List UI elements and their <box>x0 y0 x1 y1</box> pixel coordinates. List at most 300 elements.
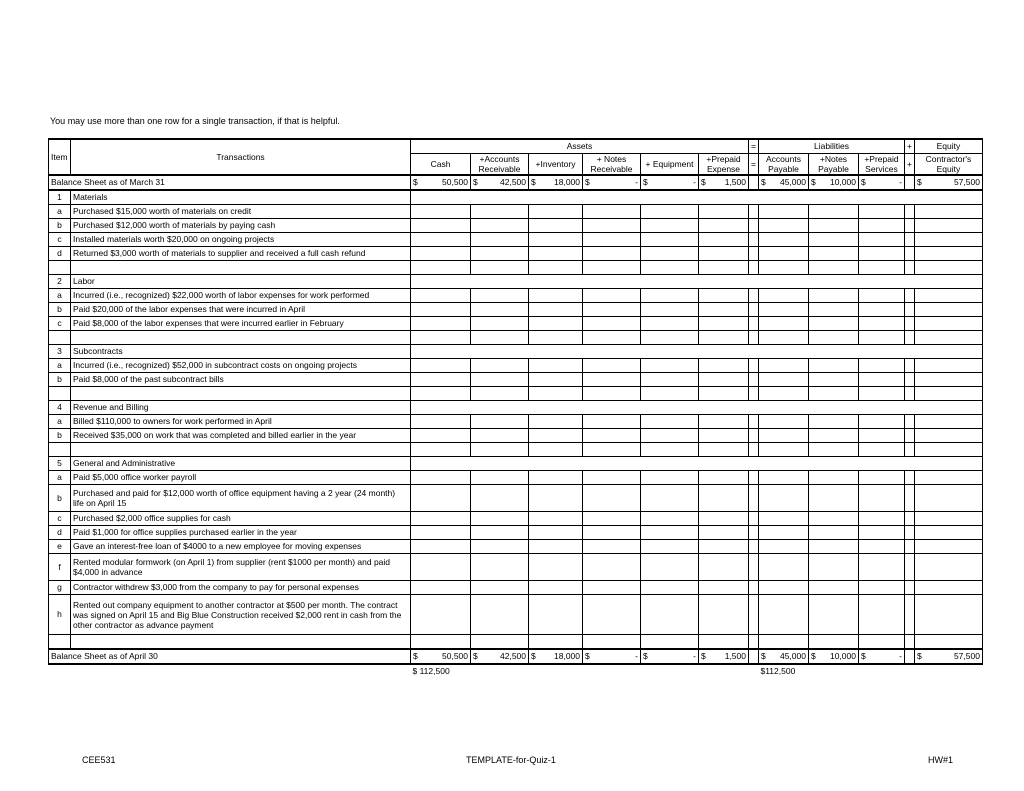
entry-cell[interactable] <box>583 443 641 457</box>
entry-cell[interactable] <box>699 471 749 485</box>
entry-cell[interactable] <box>641 471 699 485</box>
transaction-text: Subcontracts <box>71 345 411 359</box>
entry-cell[interactable] <box>529 331 583 345</box>
entry-cell[interactable] <box>529 415 583 429</box>
entry-cell <box>749 359 759 373</box>
entry-cell[interactable] <box>758 512 808 526</box>
entry-cell[interactable] <box>411 526 471 540</box>
entry-cell[interactable] <box>914 540 982 554</box>
item-label: a <box>49 415 71 429</box>
transaction-row <box>49 233 983 247</box>
entry-cell[interactable] <box>758 247 808 261</box>
entry-cell[interactable] <box>808 317 858 331</box>
entry-cell <box>749 247 759 261</box>
april-cash <box>411 649 471 664</box>
entry-cell[interactable] <box>758 303 808 317</box>
entry-cell[interactable] <box>641 526 699 540</box>
entry-cell[interactable] <box>699 387 749 401</box>
notes-payable-header: +Notes Payable <box>808 154 858 176</box>
entry-cell[interactable] <box>808 635 858 650</box>
entry-cell[interactable] <box>808 415 858 429</box>
entry-cell[interactable] <box>641 595 699 635</box>
entry-cell[interactable] <box>808 471 858 485</box>
entry-cell[interactable] <box>858 289 904 303</box>
entry-cell[interactable] <box>808 443 858 457</box>
entry-cell[interactable] <box>411 471 471 485</box>
april-equip <box>641 649 699 664</box>
entry-cell[interactable] <box>641 289 699 303</box>
entry-cell[interactable] <box>808 387 858 401</box>
entry-cell[interactable] <box>858 261 904 275</box>
entry-cell[interactable] <box>858 247 904 261</box>
section-row <box>49 345 983 359</box>
entry-cell[interactable] <box>471 317 529 331</box>
entry-cell[interactable] <box>808 303 858 317</box>
entry-cell[interactable] <box>858 554 904 581</box>
entry-cell[interactable] <box>758 443 808 457</box>
entry-cell[interactable] <box>699 540 749 554</box>
prepaid-expense-header: +Prepaid Expense <box>699 154 749 176</box>
entry-cell[interactable] <box>758 415 808 429</box>
entry-cell[interactable] <box>411 554 471 581</box>
entry-cell[interactable] <box>808 526 858 540</box>
entry-cell[interactable] <box>411 303 471 317</box>
entry-cell[interactable] <box>914 471 982 485</box>
entry-cell[interactable] <box>808 554 858 581</box>
entry-cell[interactable] <box>699 233 749 247</box>
entry-cell[interactable] <box>858 429 904 443</box>
entry-cell[interactable] <box>914 554 982 581</box>
entry-cell[interactable] <box>583 359 641 373</box>
entry-cell[interactable] <box>699 247 749 261</box>
entry-cell[interactable] <box>641 359 699 373</box>
entry-cell[interactable] <box>471 359 529 373</box>
entry-cell <box>904 233 914 247</box>
entry-cell[interactable] <box>583 373 641 387</box>
april-equity <box>914 649 982 664</box>
entry-cell[interactable] <box>471 261 529 275</box>
entry-cell[interactable] <box>808 595 858 635</box>
entry-cell[interactable] <box>411 540 471 554</box>
item-label <box>49 331 71 345</box>
entry-cell[interactable] <box>758 471 808 485</box>
entry-cell[interactable] <box>758 317 808 331</box>
entry-cell[interactable] <box>914 485 982 512</box>
entry-cell[interactable] <box>808 512 858 526</box>
entry-cell[interactable] <box>529 387 583 401</box>
entry-cell[interactable] <box>699 331 749 345</box>
entry-cell[interactable] <box>858 581 904 595</box>
march-notes-currency: $ <box>585 177 590 187</box>
transaction-row <box>49 373 983 387</box>
entry-cell[interactable] <box>529 443 583 457</box>
entry-cell[interactable] <box>411 233 471 247</box>
item-label: c <box>49 512 71 526</box>
entry-cell[interactable] <box>699 359 749 373</box>
entry-cell[interactable] <box>641 205 699 219</box>
entry-cell[interactable] <box>758 526 808 540</box>
entry-cell[interactable] <box>529 373 583 387</box>
entry-cell[interactable] <box>758 219 808 233</box>
entry-cell[interactable] <box>411 429 471 443</box>
entry-cell[interactable] <box>583 247 641 261</box>
equity-header: Equity <box>914 139 982 154</box>
entry-cell[interactable] <box>808 485 858 512</box>
entry-cell[interactable] <box>641 317 699 331</box>
entry-cell[interactable] <box>699 554 749 581</box>
entry-cell[interactable] <box>529 526 583 540</box>
entry-cell[interactable] <box>529 554 583 581</box>
entry-cell[interactable] <box>858 635 904 650</box>
april-balance-label: Balance Sheet as of April 30 <box>49 649 411 664</box>
entry-cell[interactable] <box>529 317 583 331</box>
entry-cell[interactable] <box>529 581 583 595</box>
entry-cell[interactable] <box>914 443 982 457</box>
entry-cell[interactable] <box>858 373 904 387</box>
entry-cell[interactable] <box>858 359 904 373</box>
entry-cell[interactable] <box>858 205 904 219</box>
entry-cell[interactable] <box>411 219 471 233</box>
entry-cell[interactable] <box>471 540 529 554</box>
entry-cell[interactable] <box>641 261 699 275</box>
entry-cell[interactable] <box>583 317 641 331</box>
entry-cell[interactable] <box>858 233 904 247</box>
entry-cell <box>749 303 759 317</box>
item-label <box>49 635 71 650</box>
entry-cell <box>904 415 914 429</box>
entry-cell[interactable] <box>699 303 749 317</box>
entry-cell[interactable] <box>411 317 471 331</box>
entry-cell[interactable] <box>411 205 471 219</box>
entry-cell[interactable] <box>583 233 641 247</box>
entry-cell[interactable] <box>529 429 583 443</box>
entry-cell[interactable] <box>471 289 529 303</box>
entry-cell[interactable] <box>411 247 471 261</box>
entry-cell[interactable] <box>699 415 749 429</box>
accounts-receivable-header: +Accounts Receivable <box>471 154 529 176</box>
april-cash-currency: $ <box>413 651 418 661</box>
entry-cell[interactable] <box>858 303 904 317</box>
entry-cell[interactable] <box>583 471 641 485</box>
entry-cell[interactable] <box>411 415 471 429</box>
entry-cell[interactable] <box>583 219 641 233</box>
entry-cell[interactable] <box>583 595 641 635</box>
totals-gap <box>529 664 759 678</box>
entry-cell[interactable] <box>758 554 808 581</box>
entry-cell[interactable] <box>699 289 749 303</box>
footer-hw: HW#1 <box>928 755 954 765</box>
entry-cell[interactable] <box>411 595 471 635</box>
entry-cell[interactable] <box>914 415 982 429</box>
entry-cell[interactable] <box>641 247 699 261</box>
april-ps <box>858 649 904 664</box>
entry-cell[interactable] <box>914 205 982 219</box>
entry-cell[interactable] <box>411 443 471 457</box>
entry-cell[interactable] <box>699 485 749 512</box>
entry-cell[interactable] <box>641 373 699 387</box>
entry-cell[interactable] <box>471 205 529 219</box>
entry-cell[interactable] <box>914 373 982 387</box>
entry-cell[interactable] <box>471 331 529 345</box>
entry-cell[interactable] <box>641 581 699 595</box>
entry-cell[interactable] <box>411 289 471 303</box>
entry-cell[interactable] <box>583 512 641 526</box>
entry-cell[interactable] <box>471 247 529 261</box>
entry-cell[interactable] <box>411 359 471 373</box>
entry-cell[interactable] <box>858 595 904 635</box>
entry-cell[interactable] <box>808 581 858 595</box>
entry-cell[interactable] <box>808 540 858 554</box>
entry-cell[interactable] <box>914 247 982 261</box>
entry-cell[interactable] <box>808 233 858 247</box>
entry-cell[interactable] <box>699 373 749 387</box>
entry-cell[interactable] <box>411 331 471 345</box>
entry-cell[interactable] <box>858 526 904 540</box>
march-inv-value: 18,000 <box>554 177 580 187</box>
entry-cell[interactable] <box>471 471 529 485</box>
entry-cell[interactable] <box>858 415 904 429</box>
entry-cell[interactable] <box>758 485 808 512</box>
entry-cell[interactable] <box>529 205 583 219</box>
april-inv <box>529 649 583 664</box>
entry-cell[interactable] <box>808 247 858 261</box>
entry-cell[interactable] <box>471 581 529 595</box>
entry-cell[interactable] <box>583 554 641 581</box>
transaction-text: General and Administrative <box>71 457 411 471</box>
entry-cell[interactable] <box>914 317 982 331</box>
entry-cell[interactable] <box>914 289 982 303</box>
entry-cell[interactable] <box>583 289 641 303</box>
entry-cell[interactable] <box>471 595 529 635</box>
entry-cell[interactable] <box>914 331 982 345</box>
entry-cell[interactable] <box>758 359 808 373</box>
entry-cell[interactable] <box>641 233 699 247</box>
entry-cell[interactable] <box>699 219 749 233</box>
entry-cell[interactable] <box>471 219 529 233</box>
entry-cell[interactable] <box>529 485 583 512</box>
entry-cell <box>749 261 759 275</box>
entry-cell[interactable] <box>583 415 641 429</box>
entry-cell[interactable] <box>808 205 858 219</box>
entry-cell[interactable] <box>858 512 904 526</box>
entry-cell <box>904 443 914 457</box>
entry-cell[interactable] <box>641 485 699 512</box>
entry-cell[interactable] <box>914 387 982 401</box>
entry-cell[interactable] <box>471 303 529 317</box>
entry-cell[interactable] <box>914 595 982 635</box>
transaction-text: Paid $8,000 of the labor expenses that were incurred earlier in February <box>71 317 411 331</box>
entry-cell[interactable] <box>758 233 808 247</box>
entry-cell[interactable] <box>808 261 858 275</box>
entry-cell[interactable] <box>529 359 583 373</box>
totals-row <box>49 664 983 678</box>
entry-cell[interactable] <box>808 373 858 387</box>
entry-cell[interactable] <box>583 526 641 540</box>
entry-cell[interactable] <box>808 219 858 233</box>
entry-cell[interactable] <box>914 635 982 650</box>
entry-cell[interactable] <box>699 443 749 457</box>
transaction-row <box>49 540 983 554</box>
transaction-row <box>49 581 983 595</box>
entry-cell[interactable] <box>529 219 583 233</box>
entry-cell[interactable] <box>529 233 583 247</box>
section-spacer <box>411 190 983 205</box>
entry-cell[interactable] <box>529 595 583 635</box>
entry-cell[interactable] <box>583 485 641 512</box>
entry-cell[interactable] <box>699 526 749 540</box>
entry-cell[interactable] <box>641 512 699 526</box>
entry-cell[interactable] <box>411 261 471 275</box>
entry-cell[interactable] <box>641 554 699 581</box>
entry-cell[interactable] <box>858 471 904 485</box>
entry-cell[interactable] <box>471 512 529 526</box>
entry-cell[interactable] <box>758 331 808 345</box>
entry-cell[interactable] <box>471 554 529 581</box>
entry-cell[interactable] <box>471 415 529 429</box>
entry-cell[interactable] <box>758 205 808 219</box>
entry-cell[interactable] <box>699 581 749 595</box>
transaction-row <box>49 512 983 526</box>
entry-cell[interactable] <box>758 429 808 443</box>
transaction-text: Purchased $2,000 office supplies for cash <box>71 512 411 526</box>
entry-cell[interactable] <box>471 233 529 247</box>
april-notes <box>583 649 641 664</box>
entry-cell[interactable] <box>471 429 529 443</box>
entry-cell[interactable] <box>471 526 529 540</box>
entry-cell[interactable] <box>858 219 904 233</box>
entry-cell <box>904 261 914 275</box>
entry-cell[interactable] <box>411 373 471 387</box>
transaction-text: Contractor withdrew $3,000 from the company to pay for personal expenses <box>71 581 411 595</box>
entry-cell[interactable] <box>641 443 699 457</box>
entry-cell[interactable] <box>758 595 808 635</box>
entry-cell[interactable] <box>699 512 749 526</box>
entry-cell[interactable] <box>641 219 699 233</box>
entry-cell[interactable] <box>914 233 982 247</box>
entry-cell[interactable] <box>858 485 904 512</box>
entry-cell[interactable] <box>758 261 808 275</box>
item-label: a <box>49 289 71 303</box>
entry-cell[interactable] <box>411 512 471 526</box>
entry-cell[interactable] <box>641 331 699 345</box>
entry-cell[interactable] <box>471 485 529 512</box>
entry-cell[interactable] <box>699 261 749 275</box>
entry-cell <box>904 554 914 581</box>
entry-cell[interactable] <box>641 540 699 554</box>
entry-cell[interactable] <box>808 331 858 345</box>
entry-cell[interactable] <box>583 635 641 650</box>
entry-cell[interactable] <box>529 471 583 485</box>
transaction-text: Labor <box>71 275 411 289</box>
entry-cell[interactable] <box>858 331 904 345</box>
entry-cell[interactable] <box>641 429 699 443</box>
entry-cell[interactable] <box>583 205 641 219</box>
entry-cell[interactable] <box>583 303 641 317</box>
entry-cell[interactable] <box>529 261 583 275</box>
entry-cell <box>904 289 914 303</box>
entry-cell[interactable] <box>471 443 529 457</box>
entry-cell[interactable] <box>858 443 904 457</box>
entry-cell[interactable] <box>699 429 749 443</box>
entry-cell[interactable] <box>858 387 904 401</box>
item-header: Item <box>49 139 71 175</box>
entry-cell[interactable] <box>529 540 583 554</box>
entry-cell[interactable] <box>641 387 699 401</box>
entry-cell[interactable] <box>411 581 471 595</box>
entry-cell[interactable] <box>808 359 858 373</box>
entry-cell[interactable] <box>529 303 583 317</box>
entry-cell[interactable] <box>914 261 982 275</box>
entry-cell[interactable] <box>471 387 529 401</box>
entry-cell[interactable] <box>583 581 641 595</box>
entry-cell[interactable] <box>583 331 641 345</box>
april-prepaid-value: 1,500 <box>724 651 746 661</box>
entry-cell[interactable] <box>758 289 808 303</box>
entry-cell[interactable] <box>758 373 808 387</box>
entry-cell[interactable] <box>411 387 471 401</box>
entry-cell[interactable] <box>471 635 529 650</box>
entry-cell <box>749 387 759 401</box>
entry-cell[interactable] <box>914 429 982 443</box>
entry-cell[interactable] <box>529 289 583 303</box>
entry-cell[interactable] <box>411 485 471 512</box>
entry-cell[interactable] <box>583 387 641 401</box>
entry-cell[interactable] <box>914 512 982 526</box>
entry-cell <box>904 581 914 595</box>
entry-cell[interactable] <box>641 635 699 650</box>
entry-cell[interactable] <box>858 317 904 331</box>
entry-cell[interactable] <box>529 512 583 526</box>
entry-cell[interactable] <box>699 635 749 650</box>
entry-cell[interactable] <box>583 540 641 554</box>
entry-cell[interactable] <box>583 261 641 275</box>
entry-cell[interactable] <box>758 635 808 650</box>
entry-cell[interactable] <box>529 247 583 261</box>
entry-cell[interactable] <box>529 635 583 650</box>
entry-cell[interactable] <box>914 303 982 317</box>
entry-cell[interactable] <box>858 540 904 554</box>
april-ar <box>471 649 529 664</box>
entry-cell[interactable] <box>471 373 529 387</box>
entry-cell <box>749 595 759 635</box>
entry-cell[interactable] <box>758 540 808 554</box>
entry-cell[interactable] <box>641 415 699 429</box>
entry-cell <box>749 317 759 331</box>
entry-cell[interactable] <box>699 205 749 219</box>
entry-cell[interactable] <box>411 635 471 650</box>
entry-cell[interactable] <box>699 595 749 635</box>
april-np-currency: $ <box>810 651 816 661</box>
entry-cell[interactable] <box>914 359 982 373</box>
entry-cell[interactable] <box>914 581 982 595</box>
entry-cell[interactable] <box>758 581 808 595</box>
entry-cell[interactable] <box>914 219 982 233</box>
entry-cell[interactable] <box>641 303 699 317</box>
item-label: b <box>49 303 71 317</box>
transaction-row <box>49 554 983 581</box>
entry-cell[interactable] <box>808 289 858 303</box>
entry-cell[interactable] <box>808 429 858 443</box>
entry-cell[interactable] <box>914 526 982 540</box>
entry-cell[interactable] <box>583 429 641 443</box>
transaction-text <box>71 635 411 650</box>
entry-cell[interactable] <box>699 317 749 331</box>
march-plus-spacer <box>904 175 914 190</box>
transaction-text: Paid $8,000 of the past subcontract bills <box>71 373 411 387</box>
march-equip-currency: $ <box>643 177 648 187</box>
transaction-text <box>71 331 411 345</box>
entry-cell[interactable] <box>758 387 808 401</box>
